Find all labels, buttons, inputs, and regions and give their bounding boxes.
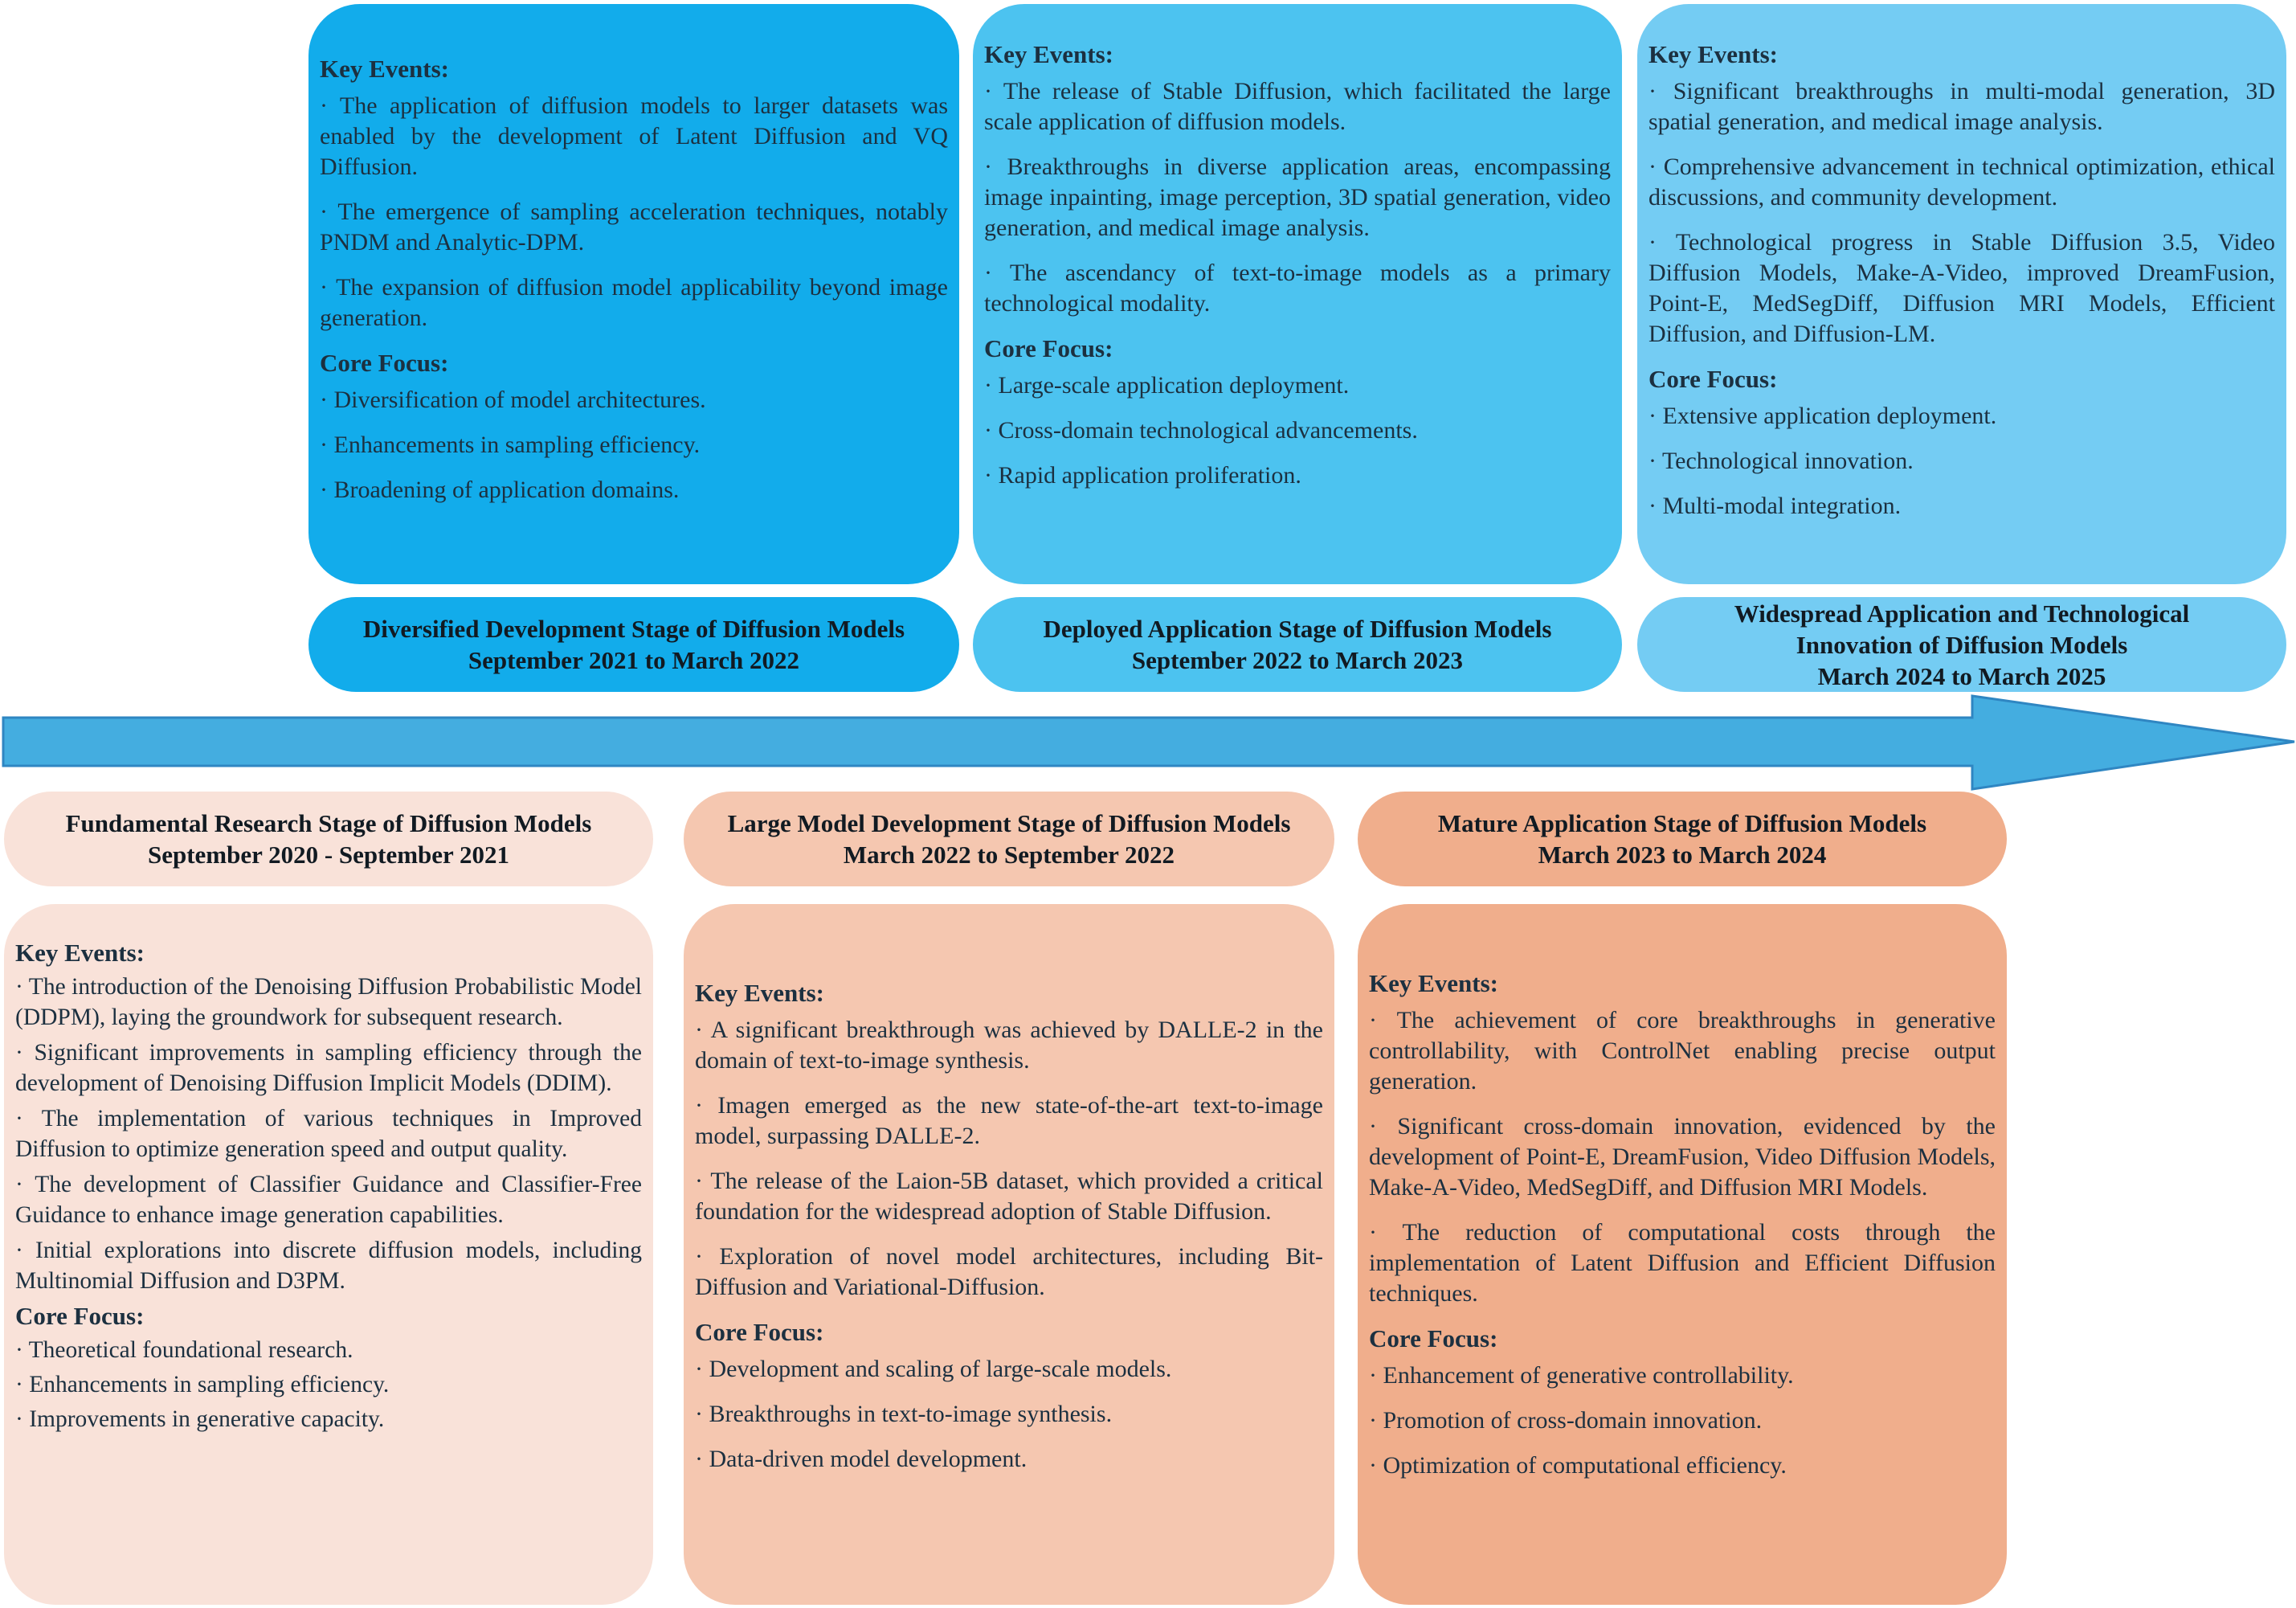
core-focus-item: · Theoretical foundational research. [15, 1337, 353, 1363]
key-events-label: Key Events: [984, 40, 1114, 68]
key-events-label: Key Events: [695, 979, 825, 1007]
stage-diversified-content [308, 4, 959, 584]
key-event-item: · The achievement of core breakthroughs in generative controllability, with ControlNet enabling precise output generation. [1369, 1007, 1996, 1095]
core-focus-item: · Improvements in generative capacity. [15, 1406, 385, 1432]
core-focus-item: · Enhancements in sampling efficiency. [15, 1372, 390, 1397]
core-focus-item: · Broadening of application domains. [320, 477, 680, 503]
stage-period: March 2022 to September 2022 [843, 841, 1175, 869]
core-focus-label: Core Focus: [695, 1318, 824, 1346]
stage-period: March 2023 to March 2024 [1538, 841, 1827, 869]
key-event-item: · Initial explorations into discrete diffusion models, including Multinomial Diffusion and D3PM. [15, 1238, 642, 1294]
stage-period: September 2022 to March 2023 [1131, 646, 1464, 674]
core-focus-item: · Development and scaling of large-scale models. [695, 1356, 1172, 1382]
stage-title: Widespread Application and Technological [1734, 599, 2190, 628]
key-event-item: · The ascendancy of text-to-image models as a primary technological modality. [984, 260, 1611, 317]
key-event-item: · The release of Stable Diffusion, which facilitated the large scale application of diffusion models. [984, 78, 1611, 135]
key-event-item: · Imagen emerged as the new state-of-the-art text-to-image model, surpassing DALLE-2. [695, 1092, 1323, 1149]
stage-mature-content [1358, 904, 2007, 1605]
key-event-item: · Significant breakthroughs in multi-modal generation, 3D spatial generation, and medical image analysis. [1648, 78, 2275, 135]
key-event-item: · Technological progress in Stable Diffusion 3.5, Video Diffusion Models, Make-A-Video, improved DreamFusion, Point-E, MedSegDiff, Diffusion MRI Models, Efficient Diffusion, and Diffusion-LM. [1648, 229, 2275, 347]
key-event-item: · Comprehensive advancement in technical optimization, ethical discussions, and community development. [1648, 153, 2275, 211]
stage-widespread-header [1637, 597, 2286, 692]
timeline-arrow-shape [3, 696, 2294, 789]
stage-mature-header [1358, 792, 2007, 886]
core-focus-item: · Enhancements in sampling efficiency. [320, 432, 701, 458]
core-focus-item: · Enhancement of generative controllability. [1369, 1362, 1794, 1389]
stage-widespread-content [1637, 4, 2286, 584]
key-event-item: · Significant cross-domain innovation, evidenced by the development of Point-E, DreamFusion, Video Diffusion Models, Make-A-Video, MedSegDiff, and Diffusion MRI Models. [1369, 1113, 1996, 1201]
stage-title: Diversified Development Stage of Diffusion Models [362, 615, 905, 643]
core-focus-item: · Extensive application deployment. [1648, 403, 1997, 429]
key-event-item: · The release of the Laion-5B dataset, which provided a critical foundation for the widespread adoption of Stable Diffusion. [695, 1168, 1323, 1225]
key-event-item: · The reduction of computational costs through the implementation of Latent Diffusion and Efficient Diffusion techniques. [1369, 1219, 1996, 1307]
core-focus-item: · Promotion of cross-domain innovation. [1369, 1407, 1763, 1434]
stage-title: Mature Application Stage of Diffusion Models [1437, 809, 1927, 837]
key-events-label: Key Events: [1369, 969, 1499, 997]
stage-title: Fundamental Research Stage of Diffusion Models [65, 809, 592, 837]
stage-deployed-header [973, 597, 1622, 692]
stage-large-model-header [684, 792, 1334, 886]
key-event-item: · Significant improvements in sampling efficiency through the development of Denoising Diffusion Implicit Models (DDIM). [15, 1040, 642, 1096]
core-focus-item: · Data-driven model development. [695, 1446, 1027, 1472]
key-events-label: Key Events: [15, 939, 145, 967]
stage-deployed-content [973, 4, 1622, 584]
core-focus-item: · Large-scale application deployment. [984, 372, 1350, 399]
key-event-item: · The emergence of sampling acceleration techniques, notably PNDM and Analytic-DPM. [320, 198, 948, 256]
core-focus-label: Core Focus: [1369, 1324, 1498, 1352]
core-focus-label: Core Focus: [1648, 365, 1778, 393]
stage-fundamental-header [4, 792, 653, 886]
stage-period: September 2021 to March 2022 [468, 646, 800, 674]
core-focus-item: · Cross-domain technological advancements. [984, 417, 1418, 444]
core-focus-item: · Technological innovation. [1648, 448, 1914, 474]
key-event-item: · Breakthroughs in diverse application areas, encompassing image inpainting, image perception, 3D spatial generation, video generation, and medical image analysis. [984, 153, 1611, 241]
core-focus-item: · Optimization of computational efficiency. [1369, 1452, 1787, 1479]
timeline-arrow [0, 691, 2296, 792]
core-focus-item: · Diversification of model architectures. [320, 387, 706, 413]
stage-title: Innovation of Diffusion Models [1796, 630, 2128, 659]
core-focus-item: · Multi-modal integration. [1648, 493, 1902, 519]
stage-period: March 2024 to March 2025 [1817, 661, 2106, 690]
key-events-label: Key Events: [1648, 40, 1779, 68]
key-event-item: · Exploration of novel model architectures, including Bit-Diffusion and Variational-Diffusion. [695, 1243, 1323, 1300]
key-event-item: · The development of Classifier Guidance and Classifier-Free Guidance to enhance image generation capabilities. [15, 1172, 642, 1228]
key-events-label: Key Events: [320, 55, 450, 83]
stage-title: Large Model Development Stage of Diffusion Models [727, 809, 1291, 837]
core-focus-label: Core Focus: [320, 349, 449, 377]
stage-period: September 2020 - September 2021 [147, 841, 509, 869]
stage-fundamental-content [4, 904, 653, 1605]
stage-title: Deployed Application Stage of Diffusion Models [1043, 615, 1552, 643]
stage-large-model-content [684, 904, 1334, 1605]
key-event-item: · The application of diffusion models to larger datasets was enabled by the development of Latent Diffusion and VQ Diffusion. [320, 92, 948, 180]
stage-diversified-header [308, 597, 959, 692]
core-focus-item: · Breakthroughs in text-to-image synthesis. [695, 1401, 1113, 1427]
key-event-item: · The expansion of diffusion model applicability beyond image generation. [320, 274, 948, 331]
key-event-item: · The introduction of the Denoising Diffusion Probabilistic Model (DDPM), laying the groundwork for subsequent research. [15, 974, 642, 1030]
core-focus-label: Core Focus: [15, 1302, 145, 1330]
core-focus-label: Core Focus: [984, 334, 1113, 362]
key-event-item: · The implementation of various techniques in Improved Diffusion to optimize generation speed and output quality. [15, 1106, 642, 1162]
key-event-item: · A significant breakthrough was achieved by DALLE-2 in the domain of text-to-image synthesis. [695, 1017, 1323, 1074]
core-focus-item: · Rapid application proliferation. [984, 462, 1301, 489]
